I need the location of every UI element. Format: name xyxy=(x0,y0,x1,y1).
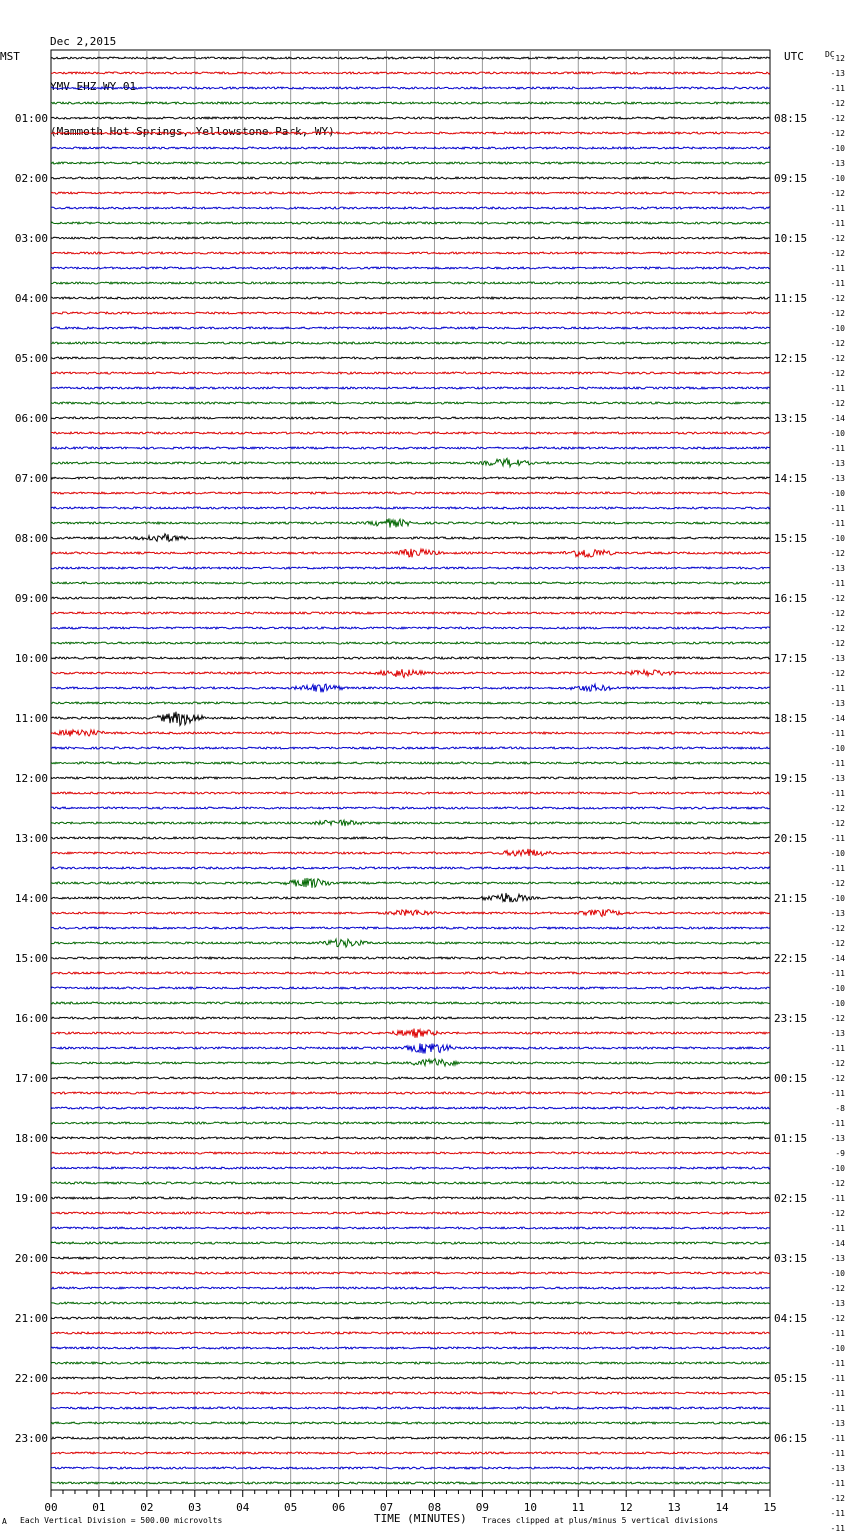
trace-line xyxy=(51,207,770,209)
hour-label-left: 22:00 xyxy=(14,1372,48,1385)
trace-line xyxy=(51,957,770,959)
dc-offset-label: -11 xyxy=(830,279,845,288)
trace-line xyxy=(51,1242,770,1244)
dc-offset-label: -12 xyxy=(830,309,845,318)
dc-offset-label: -11 xyxy=(830,729,845,738)
trace-line xyxy=(51,657,770,659)
trace-line xyxy=(51,147,770,149)
dc-offset-label: -11 xyxy=(830,1509,845,1518)
dc-offset-label: -12 xyxy=(830,294,845,303)
dc-offset-label: -12 xyxy=(830,1059,845,1068)
x-axis xyxy=(44,1490,776,1514)
trace-line xyxy=(51,72,770,74)
dc-offset-label: -13 xyxy=(830,909,845,918)
trace-line xyxy=(51,458,770,466)
trace-line xyxy=(51,1482,770,1484)
dc-offset-label: -10 xyxy=(830,1344,845,1353)
trace-line xyxy=(51,1182,770,1184)
trace-line xyxy=(51,237,770,239)
x-tick-label: 11 xyxy=(571,1501,585,1514)
x-tick-label: 03 xyxy=(188,1501,202,1514)
dc-offset-label: -12 xyxy=(830,924,845,933)
trace-line xyxy=(51,432,770,434)
dc-offset-label: -13 xyxy=(830,699,845,708)
dc-offset-label: -12 xyxy=(830,594,845,603)
hour-label-left: 13:00 xyxy=(14,832,48,845)
dc-offset-label: -14 xyxy=(830,414,845,423)
trace-line xyxy=(51,1272,770,1274)
dc-offset-label: -12 xyxy=(830,819,845,828)
x-tick-label: 00 xyxy=(44,1501,58,1514)
hour-label-right: 12:15 xyxy=(774,352,808,365)
trace-line xyxy=(51,1092,770,1094)
dc-offset-label: -11 xyxy=(830,969,845,978)
dc-offset-label: -11 xyxy=(830,204,845,213)
dc-offset-label: -11 xyxy=(830,444,845,453)
dc-offset-label: -8 xyxy=(835,1104,845,1113)
dc-offset-label: -12 xyxy=(830,54,845,63)
hour-label-right: 20:15 xyxy=(774,832,808,845)
dc-offset-label: -10 xyxy=(830,894,845,903)
trace-line xyxy=(51,878,770,888)
dc-offset-label: -13 xyxy=(830,1419,845,1428)
trace-line xyxy=(51,447,770,449)
dc-offset-label: -13 xyxy=(830,1299,845,1308)
trace-line xyxy=(51,162,770,164)
hour-label-left: 08:00 xyxy=(14,532,48,545)
hour-label-left: 18:00 xyxy=(14,1132,48,1145)
trace-line xyxy=(51,939,770,947)
dc-offset-label: -13 xyxy=(830,774,845,783)
hour-label-right: 02:15 xyxy=(774,1192,808,1205)
trace-line xyxy=(51,518,770,527)
hour-label-right: 04:15 xyxy=(774,1312,808,1325)
trace-line xyxy=(51,372,770,374)
trace-line xyxy=(51,1422,770,1424)
hour-label-right: 17:15 xyxy=(774,652,808,665)
trace-line xyxy=(51,712,770,726)
hour-label-left: 09:00 xyxy=(14,592,48,605)
hour-label-left: 01:00 xyxy=(14,112,48,125)
trace-line xyxy=(51,582,770,584)
trace-line xyxy=(51,684,770,692)
dc-offset-label: -12 xyxy=(830,1014,845,1023)
dc-offset-label: -12 xyxy=(830,879,845,888)
hour-label-right: 11:15 xyxy=(774,292,808,305)
trace-line xyxy=(51,282,770,284)
dc-offset-label: -13 xyxy=(830,654,845,663)
dc-offset-label: -13 xyxy=(830,1254,845,1263)
dc-offset-label: -12 xyxy=(830,189,845,198)
trace-line xyxy=(51,1152,770,1154)
trace-line xyxy=(51,1107,770,1109)
hour-label-right: 00:15 xyxy=(774,1072,808,1085)
location-label: (Mammoth Hot Springs, Yellowstone Park, WY) xyxy=(50,125,335,138)
dc-offset-label: -11 xyxy=(830,1389,845,1398)
trace-line xyxy=(51,1392,770,1394)
hour-label-right: 03:15 xyxy=(774,1252,808,1265)
hour-label-right: 06:15 xyxy=(774,1432,808,1445)
trace-line xyxy=(51,1029,770,1038)
trace-line xyxy=(51,792,770,794)
trace-line xyxy=(51,1452,770,1454)
hour-label-right: 14:15 xyxy=(774,472,808,485)
trace-line xyxy=(51,417,770,419)
dc-offset-label: -12 xyxy=(830,1209,845,1218)
dc-offset-label: -12 xyxy=(830,1314,845,1323)
dc-offset-label: -13 xyxy=(830,1029,845,1038)
hour-label-right: 01:15 xyxy=(774,1132,808,1145)
dc-offset-label: -12 xyxy=(830,624,845,633)
trace-line xyxy=(51,1257,770,1259)
dc-offset-label: -14 xyxy=(830,1239,845,1248)
trace-line xyxy=(51,1287,770,1289)
trace-line xyxy=(51,849,770,856)
dc-offset-label: -11 xyxy=(830,1449,845,1458)
x-tick-label: 15 xyxy=(763,1501,777,1514)
trace-line xyxy=(51,1377,770,1379)
hour-label-left: 05:00 xyxy=(14,352,48,365)
hour-label-left: 15:00 xyxy=(14,952,48,965)
hour-label-left: 23:00 xyxy=(14,1432,48,1445)
trace-line xyxy=(51,1059,770,1066)
trace-line xyxy=(51,987,770,989)
dc-offset-label: -10 xyxy=(830,174,845,183)
trace-line xyxy=(51,1137,770,1139)
hour-label-left: 06:00 xyxy=(14,412,48,425)
trace-line xyxy=(51,820,770,826)
dc-offset-label: -11 xyxy=(830,864,845,873)
trace-line xyxy=(51,327,770,329)
dc-offset-label: -12 xyxy=(830,1284,845,1293)
dc-offset-label: -11 xyxy=(830,759,845,768)
dc-offset-label: -10 xyxy=(830,849,845,858)
hour-label-right: 16:15 xyxy=(774,592,808,605)
dc-offset-label: -13 xyxy=(830,1134,845,1143)
dc-offset-label: -11 xyxy=(830,264,845,273)
hour-label-right: 21:15 xyxy=(774,892,808,905)
dc-offset-label: -11 xyxy=(830,504,845,513)
trace-line xyxy=(51,807,770,809)
hour-label-left: 07:00 xyxy=(14,472,48,485)
hour-label-right: 09:15 xyxy=(774,172,808,185)
trace-line xyxy=(51,702,770,704)
dc-offset-label: -11 xyxy=(830,519,845,528)
dc-offset-label: -12 xyxy=(830,339,845,348)
trace-line xyxy=(51,357,770,359)
trace-line xyxy=(51,1437,770,1439)
trace-line xyxy=(51,312,770,314)
trace-line xyxy=(51,1407,770,1409)
right-timezone-label: UTC xyxy=(784,50,804,63)
dc-offset-label: -12 xyxy=(830,369,845,378)
dc-offset-label: -12 xyxy=(830,399,845,408)
dc-offset-label: -11 xyxy=(830,1194,845,1203)
trace-line xyxy=(51,1197,770,1199)
trace-line xyxy=(51,972,770,974)
x-tick-label: 01 xyxy=(92,1501,106,1514)
hour-label-left: 19:00 xyxy=(14,1192,48,1205)
dc-offset-label: -12 xyxy=(830,1074,845,1083)
x-tick-label: 14 xyxy=(715,1501,729,1514)
trace-line xyxy=(51,117,770,119)
trace-line xyxy=(51,927,770,929)
dc-offset-label: -10 xyxy=(830,144,845,153)
hour-label-right: 18:15 xyxy=(774,712,808,725)
trace-line xyxy=(51,252,770,254)
trace-line xyxy=(51,567,770,569)
trace-line xyxy=(51,534,770,542)
clip-note: Traces clipped at plus/minus 5 vertical divisions xyxy=(482,1516,719,1525)
dc-offset-label: -12 xyxy=(830,129,845,138)
trace-line xyxy=(51,267,770,269)
x-tick-label: 13 xyxy=(667,1501,681,1514)
trace-line xyxy=(51,1043,770,1053)
trace-line xyxy=(51,909,770,916)
trace-line xyxy=(51,762,770,764)
hour-label-right: 23:15 xyxy=(774,1012,808,1025)
hour-label-left: 11:00 xyxy=(14,712,48,725)
trace-line xyxy=(51,132,770,134)
dc-offset-label: -11 xyxy=(830,1374,845,1383)
dc-offset-label: -10 xyxy=(830,999,845,1008)
dc-offset-label: -11 xyxy=(830,789,845,798)
dc-offset-label: -11 xyxy=(830,1119,845,1128)
trace-line xyxy=(51,747,770,749)
trace-line xyxy=(51,342,770,344)
dc-offset-label: -10 xyxy=(830,324,845,333)
dc-offset-label: -12 xyxy=(830,669,845,678)
hour-label-right: 15:15 xyxy=(774,532,808,545)
trace-line xyxy=(51,222,770,224)
trace-line xyxy=(51,867,770,869)
hour-label-left: 14:00 xyxy=(14,892,48,905)
dc-offset-label: -11 xyxy=(830,1329,845,1338)
scale-note: Each Vertical Division = 500.00 microvolts xyxy=(20,1516,223,1525)
dc-offset-label: -14 xyxy=(830,714,845,723)
dc-offset-label: -12 xyxy=(830,609,845,618)
trace-line xyxy=(51,87,770,89)
trace-line xyxy=(51,102,770,104)
hour-label-right: 13:15 xyxy=(774,412,808,425)
x-tick-label: 06 xyxy=(331,1501,346,1514)
dc-offset-label: -11 xyxy=(830,219,845,228)
x-tick-label: 09 xyxy=(475,1501,490,1514)
trace-line xyxy=(51,1302,770,1304)
dc-offset-label: -11 xyxy=(830,579,845,588)
hour-label-left: 20:00 xyxy=(14,1252,48,1265)
dc-offset-label: -14 xyxy=(830,954,845,963)
hour-label-left: 17:00 xyxy=(14,1072,48,1085)
trace-line xyxy=(51,1077,770,1079)
dc-offset-label: -13 xyxy=(830,1464,845,1473)
dc-offset-label: -11 xyxy=(830,1524,845,1533)
trace-line xyxy=(51,893,770,902)
dc-offset-label: -11 xyxy=(830,1479,845,1488)
dc-offset-label: -10 xyxy=(830,744,845,753)
hour-label-left: 10:00 xyxy=(14,652,48,665)
trace-line xyxy=(51,1317,770,1319)
dc-offset-label: -11 xyxy=(830,1404,845,1413)
hour-label-left: 04:00 xyxy=(14,292,48,305)
dc-offset-label: -11 xyxy=(830,1434,845,1443)
dc-offset-labels xyxy=(831,54,846,1534)
dc-offset-label: -12 xyxy=(830,549,845,558)
hour-label-left: 03:00 xyxy=(14,232,48,245)
dc-offset-label: -12 xyxy=(830,354,845,363)
dc-offset-label: -12 xyxy=(830,249,845,258)
dc-offset-label: -10 xyxy=(830,489,845,498)
dc-offset-label: -11 xyxy=(830,384,845,393)
trace-line xyxy=(51,402,770,404)
trace-line xyxy=(51,1347,770,1349)
x-tick-label: 07 xyxy=(379,1501,394,1514)
dc-offset-label: -13 xyxy=(830,459,845,468)
trace-line xyxy=(51,297,770,299)
left-timezone-label: MST xyxy=(0,50,20,63)
trace-line xyxy=(51,597,770,599)
dc-offset-label: -11 xyxy=(830,1224,845,1233)
trace-line xyxy=(51,1017,770,1019)
x-tick-label: 04 xyxy=(236,1501,250,1514)
dc-offset-label: -12 xyxy=(830,1494,845,1503)
trace-line xyxy=(51,627,770,629)
dc-offset-label: -12 xyxy=(830,939,845,948)
hour-label-left: 16:00 xyxy=(14,1012,48,1025)
trace-line xyxy=(51,1362,770,1364)
dc-offset-label: -10 xyxy=(830,429,845,438)
date-label: Dec 2,2015 xyxy=(50,35,117,48)
hour-label-left: 02:00 xyxy=(14,172,48,185)
trace-line xyxy=(51,612,770,614)
trace-line xyxy=(51,837,770,839)
dc-offset-label: -11 xyxy=(830,1044,845,1053)
dc-offset-label: -10 xyxy=(830,1269,845,1278)
hour-label-right: 08:15 xyxy=(774,112,808,125)
trace-line xyxy=(51,1122,770,1124)
trace-line xyxy=(51,1332,770,1334)
hour-label-right: 10:15 xyxy=(774,232,808,245)
trace-line xyxy=(51,642,770,644)
trace-line xyxy=(51,777,770,779)
trace-line xyxy=(51,507,770,509)
trace-line xyxy=(51,549,770,558)
x-axis-title: TIME (MINUTES) xyxy=(374,1512,467,1525)
dc-offset-label: -12 xyxy=(830,114,845,123)
dc-offset-label: -12 xyxy=(830,1179,845,1188)
dc-offset-label: -13 xyxy=(830,159,845,168)
x-tick-label: 02 xyxy=(140,1501,154,1514)
traces xyxy=(51,57,770,1484)
dc-offset-label: -12 xyxy=(830,234,845,243)
x-tick-label: 08 xyxy=(427,1501,442,1514)
trace-line xyxy=(51,1467,770,1469)
trace-line xyxy=(51,730,770,736)
dc-offset-label: -13 xyxy=(830,69,845,78)
trace-line xyxy=(51,57,770,59)
dc-offset-label: -13 xyxy=(830,564,845,573)
trace-line xyxy=(51,1167,770,1169)
dc-offset-label: -11 xyxy=(830,684,845,693)
dc-offset-label: -12 xyxy=(830,804,845,813)
dc-label: DC xyxy=(825,50,835,59)
dc-offset-label: -11 xyxy=(830,1089,845,1098)
footer-mark: A xyxy=(2,1517,7,1526)
dc-offset-label: -11 xyxy=(830,1359,845,1368)
trace-line xyxy=(51,1002,770,1004)
dc-offset-label: -12 xyxy=(830,639,845,648)
trace-line xyxy=(51,477,770,479)
x-tick-label: 10 xyxy=(523,1501,537,1514)
x-tick-label: 05 xyxy=(284,1501,298,1514)
dc-offset-label: -13 xyxy=(830,474,845,483)
trace-line xyxy=(51,192,770,194)
trace-line xyxy=(51,669,770,677)
trace-line xyxy=(51,177,770,179)
dc-offset-label: -12 xyxy=(830,99,845,108)
dc-offset-label: -10 xyxy=(830,1164,845,1173)
trace-line xyxy=(51,1212,770,1214)
hour-label-right: 05:15 xyxy=(774,1372,808,1385)
hour-label-left: 12:00 xyxy=(14,772,48,785)
hour-label-right: 22:15 xyxy=(774,952,808,965)
dc-offset-label: -9 xyxy=(835,1149,845,1158)
hour-label-right: 19:15 xyxy=(774,772,808,785)
dc-offset-label: -11 xyxy=(830,84,845,93)
x-tick-label: 12 xyxy=(619,1501,633,1514)
trace-line xyxy=(51,1227,770,1229)
hour-label-left: 21:00 xyxy=(14,1312,48,1325)
station-label: YMV EHZ WY 01 xyxy=(50,80,137,93)
dc-offset-label: -10 xyxy=(830,534,845,543)
trace-line xyxy=(51,387,770,389)
trace-line xyxy=(51,492,770,494)
dc-offset-label: -11 xyxy=(830,834,845,843)
dc-offset-label: -10 xyxy=(830,984,845,993)
